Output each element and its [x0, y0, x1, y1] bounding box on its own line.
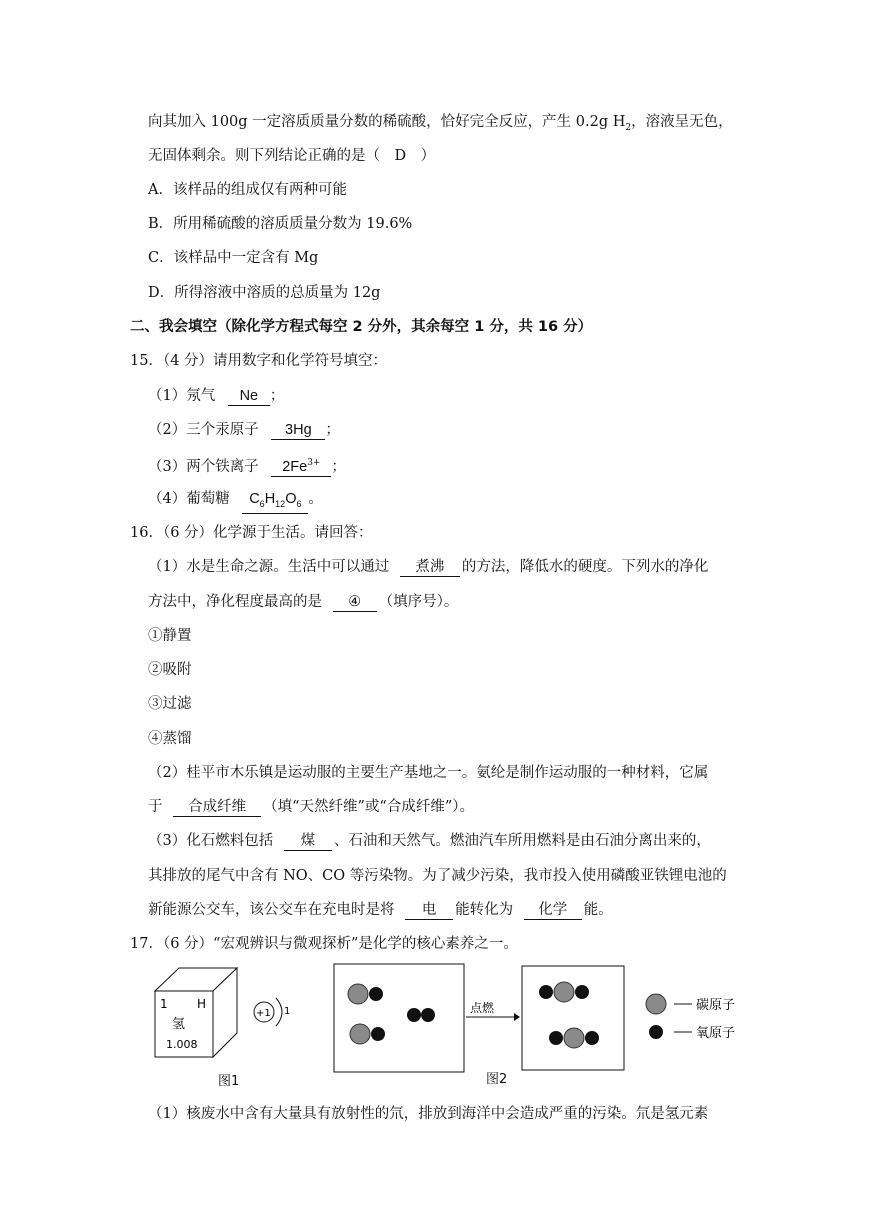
q15-item-2: （2）三个汞原子 3Hg ；	[148, 422, 340, 438]
q16-list-3: ③过滤	[148, 696, 192, 712]
carbon-atom	[350, 1024, 370, 1044]
oxygen-atom	[575, 985, 589, 999]
q14-option-b: B．所用稀硫酸的溶质质量分数为 19.6%	[148, 216, 413, 232]
carbon-atom	[564, 1028, 584, 1048]
q16-p1-line2: 方法中，净化程度最高的是 ④ （填序号）。	[148, 594, 459, 610]
q16-p3-line3: 新能源公交车，该公交车在充电时是将 电 能转化为 化学 能。	[148, 902, 613, 918]
answer-blank: 合成纤维	[173, 798, 261, 817]
carbon-atom	[348, 984, 368, 1004]
answer-blank: ④	[333, 593, 377, 612]
oxygen-atom	[369, 987, 383, 1001]
legend-oxygen-swatch	[649, 1025, 663, 1039]
q16-p2-line1: （2）桂平市木乐镇是运动服的主要生产基地之一。氨纶是制作运动服的一种材料，它属	[148, 765, 709, 781]
oxygen-atom	[539, 985, 553, 999]
reactants-box	[334, 964, 464, 1072]
q16-p3-line1: （3）化石燃料包括 煤 、石油和天然气。燃油汽车所用燃料是由石油分离出来的，	[148, 833, 711, 849]
q17-p1: （1）核废水中含有大量具有放射性的氘，排放到海洋中会造成严重的污染。氘是氢元素	[148, 1106, 709, 1122]
answer-blank: $C_6H_{12}O_6$	[242, 490, 308, 514]
legend-oxygen-label: 氧原子	[696, 1026, 736, 1041]
q16-list-2: ②吸附	[148, 662, 192, 678]
answer-blank: 化学	[524, 901, 582, 920]
oxygen-atom	[407, 1008, 421, 1022]
q15-item-1: （1）氖气 Ne ；	[148, 388, 285, 404]
q16-p3-line2: 其排放的尾气中含有 NO、CO 等污染物。为了减少污染，我市投入使用磷酸亚铁锂电池的	[148, 868, 727, 884]
element-name: 氢	[172, 1017, 186, 1032]
answer-blank: Ne	[228, 387, 270, 406]
legend-carbon-label: 碳原子	[696, 998, 736, 1013]
answer-blank: $2Fe^{3+}$	[271, 454, 331, 477]
answer-blank: 电	[405, 901, 453, 920]
element-symbol: H	[197, 997, 207, 1011]
answer-blank: 煤	[284, 832, 332, 851]
q14-option-d: D．所得溶液中溶质的总质量为 12g	[148, 285, 381, 301]
oxygen-atom	[421, 1008, 435, 1022]
oxygen-atom	[371, 1027, 385, 1041]
q14-option-a: A．该样品的组成仅有两种可能	[148, 182, 347, 198]
q16-p2-line2: 于 合成纤维 （填“天然纤维”或“合成纤维”）。	[148, 799, 475, 815]
q14-line2: 无固体剩余。则下列结论正确的是（ D ）	[148, 148, 436, 164]
q16-list-4: ④蒸馏	[148, 731, 192, 747]
arrow-head	[514, 1013, 520, 1021]
nucleus-charge: +1	[256, 1008, 271, 1019]
element-card-figure	[150, 965, 250, 1065]
q16-stem: 16．（6 分）化学源于生活。请回答：	[130, 525, 373, 541]
shell-electrons: 1	[284, 1006, 291, 1017]
arrow-label: 点燃	[470, 1001, 495, 1015]
q14-option-c: C．该样品中一定含有 Mg	[148, 250, 319, 266]
q15-item-4: （4）葡萄糖 $C_6H_{12}O_6$ 。	[148, 489, 323, 514]
electron-shell	[276, 998, 282, 1026]
reaction-diagram	[330, 962, 800, 1074]
figure2-caption: 图2	[486, 1072, 508, 1087]
oxygen-atom	[585, 1031, 599, 1045]
q16-list-1: ①静置	[148, 628, 192, 644]
oxygen-atom	[549, 1031, 563, 1045]
products-box	[522, 966, 624, 1070]
atomic-mass: 1.008	[166, 1038, 198, 1051]
q16-p1-line1: （1）水是生命之源。生活中可以通过 煮沸 的方法，降低水的硬度。下列水的净化	[148, 559, 709, 575]
answer-blank: 煮沸	[400, 558, 460, 577]
atomic-number: 1	[160, 997, 168, 1011]
figure1-caption: 图1	[218, 1074, 240, 1089]
q17-stem: 17．（6 分）“宏观辨识与微观探析”是化学的核心素养之一。	[130, 936, 518, 952]
q14-line1: 向其加入 100g 一定溶质质量分数的稀硫酸，恰好完全反应，产生 0.2g $H_2$，溶液呈无色，	[148, 114, 733, 133]
q15-item-3: （3）两个铁离子 $2Fe^{3+}$ ；	[148, 454, 346, 477]
q15-stem: 15．（4 分）请用数字和化学符号填空：	[130, 353, 388, 369]
atom-structure-figure	[248, 988, 298, 1038]
carbon-atom	[554, 982, 574, 1002]
answer-blank: 3Hg	[271, 421, 325, 440]
legend-carbon-swatch	[646, 994, 666, 1014]
section-title: 二、我会填空（除化学方程式每空 2 分外，其余每空 1 分，共 16 分）	[130, 319, 593, 335]
